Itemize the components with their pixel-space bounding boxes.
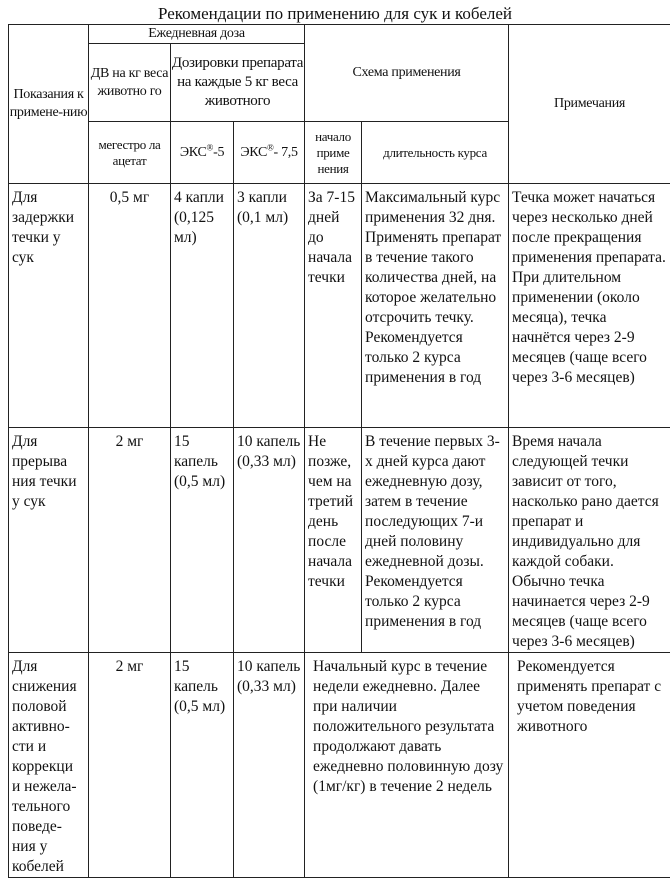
table-row [9,653,670,878]
notes-cell: Рекомендуется применять препарат с учетом поведения животного [509,653,670,878]
dv-cell: 2 мг [89,653,171,878]
indication-cell: Для задержки течки у сук [9,184,89,428]
recommendation-table [8,24,670,878]
header-daily-dose: Ежедневная доза [89,25,305,44]
header-dose-per-5kg: Дозировки препарата на каждые 5 кг веса животного [171,44,305,122]
page-title: Рекомендации по применению для сук и кобелей [0,4,670,24]
table-row [9,184,670,428]
notes-cell: Течка может начаться через несколько дней после прекращения применения препарата. При длительном применении (около месяца), течка начнётся через 2-9 месяцев (чаще всего через 3-6 месяцев) [509,184,670,428]
duration-cell: Максимальный курс применения 32 дня. Применять препарат в течение такого количества дней, на которое желательно отсрочить течку. Рекомендуется только 2 курса применения в год [362,184,509,428]
header-notes: Примечания [509,25,670,184]
indication-cell: Для прерыва ния течки у сук [9,428,89,653]
start-cell: Не позже, чем на третий день после начала течки [305,428,362,653]
header-scheme: Схема применения [305,25,509,122]
eks75-cell: 10 капель (0,33 мл) [234,428,305,653]
indication-cell: Для снижения половой активно-сти и коррекци и нежела-тельного поведе-ния у кобелей [9,653,89,878]
duration-cell: В течение первых 3-х дней курса дают ежедневную дозу, затем в течение последующих 7-и дней половину ежедневной дозы. Рекомендуется только 2 курса применения в год [362,428,509,653]
header-dv-per-kg: ДВ на кг веса животно го [89,44,171,122]
eks5-cell: 4 капли (0,125 мл) [171,184,234,428]
header-eks5: ЭКС®-5 [171,122,234,184]
header-megestrol: мегестро ла ацетат [89,122,171,184]
header-start: начало приме нения [305,122,362,184]
eks75-cell: 10 капель (0,33 мл) [234,653,305,878]
start-cell: За 7-15 дней до начала течки [305,184,362,428]
eks5-cell: 15 капель (0,5 мл) [171,653,234,878]
scheme-cell: Начальный курс в течение недели ежедневно. Далее при наличии положительного результата продолжают давать ежедневно половинную дозу (1мг/кг) в течение 2 недель [305,653,509,878]
table-row [9,428,670,653]
header-duration: длительность курса [362,122,509,184]
eks5-cell: 15 капель (0,5 мл) [171,428,234,653]
header-indications: Показания к примене-нию [9,25,89,184]
eks75-cell: 3 капли (0,1 мл) [234,184,305,428]
header-eks75: ЭКС®- 7,5 [234,122,305,184]
notes-cell: Время начала следующей течки зависит от того, насколько рано дается препарат и индивидуально для каждой собаки. Обычно течка начинается через 2-9 месяцев (чаще всего через 3-6 месяцев) [509,428,670,653]
dv-cell: 2 мг [89,428,171,653]
dv-cell: 0,5 мг [89,184,171,428]
